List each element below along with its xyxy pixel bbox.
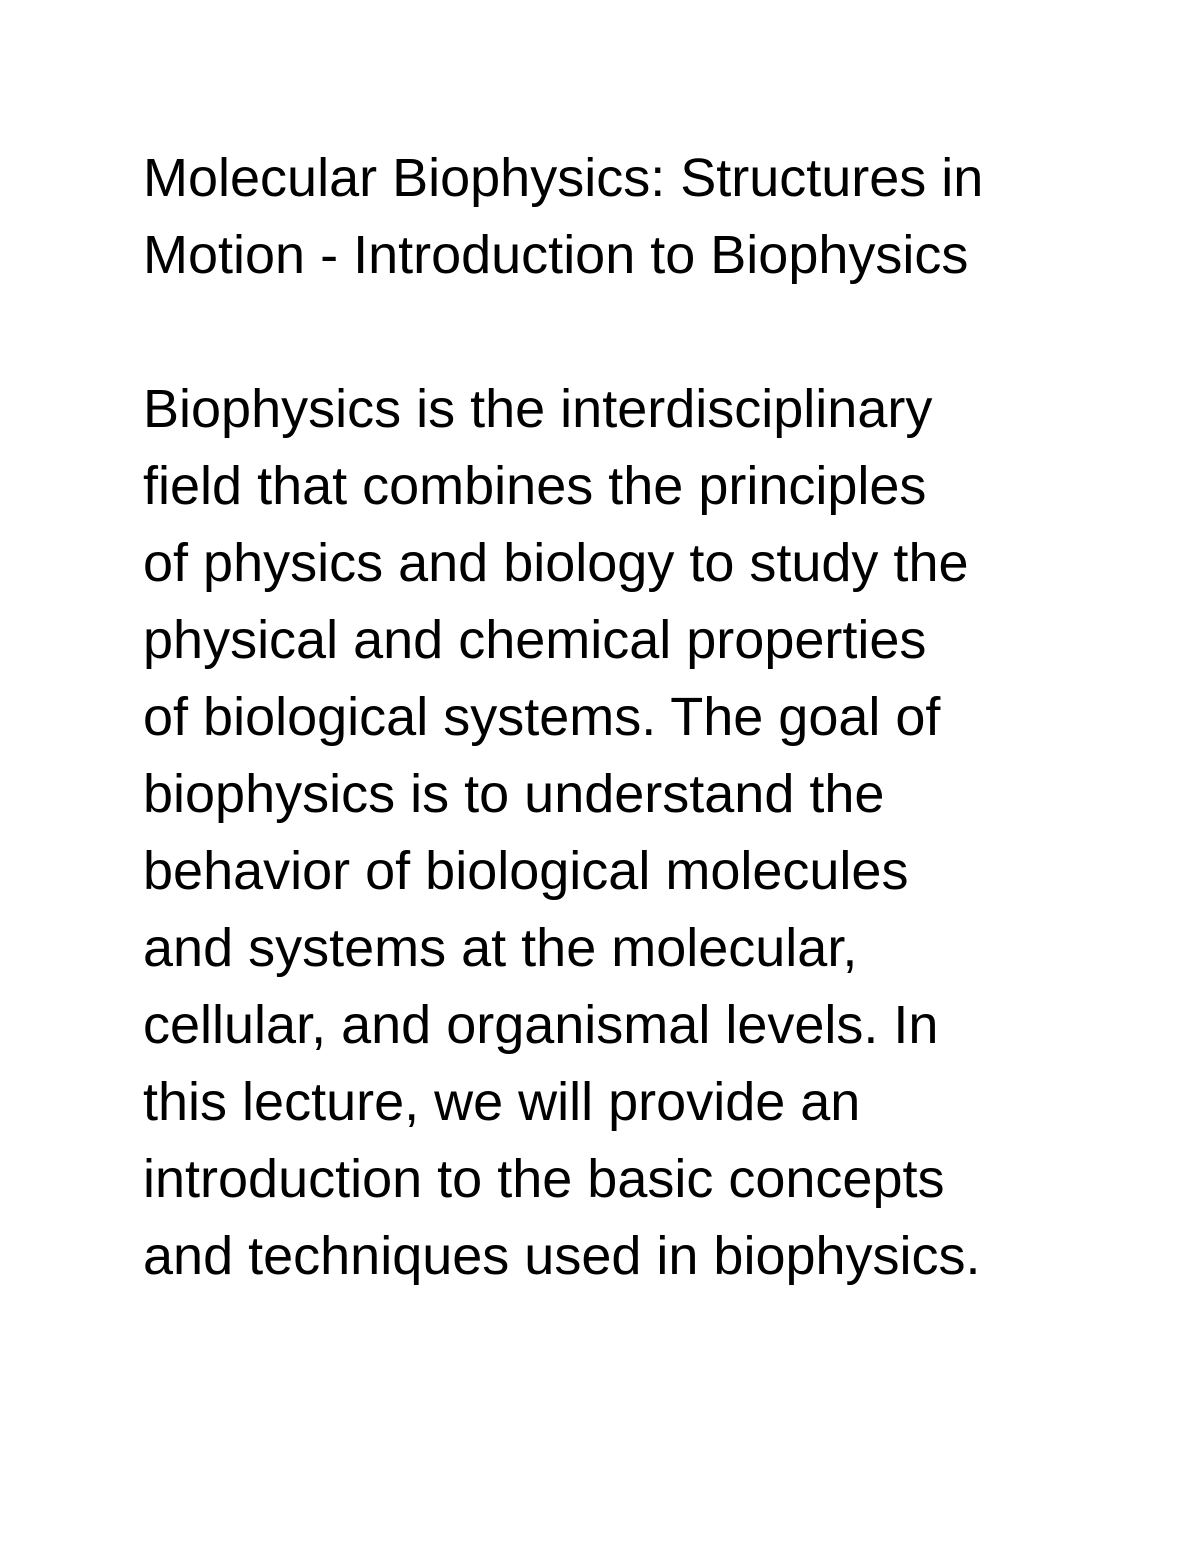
paragraph-line: biophysics is to understand the xyxy=(143,764,885,824)
paragraph-line: field that combines the principles xyxy=(143,456,927,516)
document-paragraph xyxy=(143,371,1083,1295)
paragraph-line: behavior of biological molecules xyxy=(143,841,909,901)
paragraph-line: introduction to the basic concepts xyxy=(143,1149,945,1209)
paragraph-line: Biophysics is the interdisciplinary xyxy=(143,379,933,439)
paragraph-line: and systems at the molecular, xyxy=(143,918,858,978)
paragraph-line: of biological systems. The goal of xyxy=(143,687,941,747)
document-text xyxy=(143,140,1083,1295)
paragraph-line: cellular, and organismal levels. In xyxy=(143,995,939,1055)
title-line: Molecular Biophysics: Structures in xyxy=(143,148,984,208)
paragraph-line: this lecture, we will provide an xyxy=(143,1072,861,1132)
document-title xyxy=(143,140,1083,294)
paragraph-line: and techniques used in biophysics. xyxy=(143,1226,981,1286)
title-line: Motion - Introduction to Biophysics xyxy=(143,225,969,285)
paragraph-spacer xyxy=(143,294,1083,371)
paragraph-line: of physics and biology to study the xyxy=(143,533,969,593)
paragraph-line: physical and chemical properties xyxy=(143,610,927,670)
